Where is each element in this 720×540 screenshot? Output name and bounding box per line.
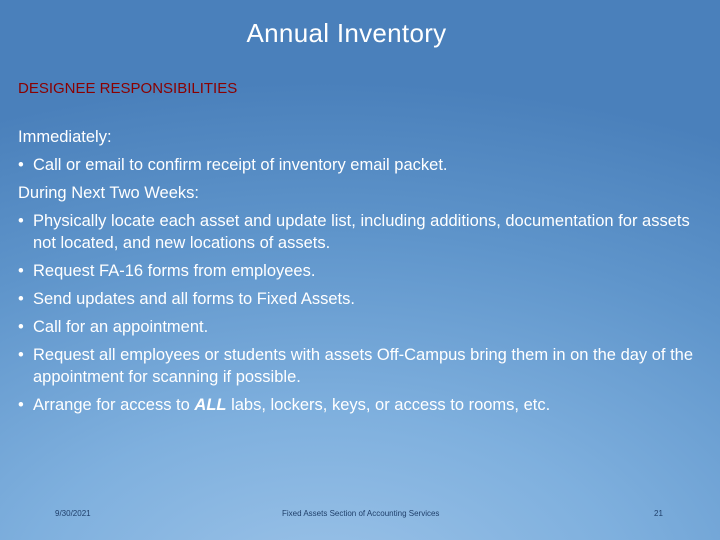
- bullet-icon: •: [18, 290, 24, 308]
- bullet-icon: •: [18, 318, 24, 336]
- list-item: [18, 344, 698, 388]
- list-item: [18, 210, 698, 254]
- bullet-icon: •: [18, 262, 24, 280]
- section-heading-immediately: Immediately:: [18, 128, 112, 146]
- slide-title: Annual Inventory: [246, 18, 447, 48]
- list-item-text: Send updates and all forms to Fixed Assets.: [33, 290, 355, 308]
- list-item-text-before: Arrange for access to: [33, 396, 195, 414]
- footer-date: 9/30/2021: [55, 509, 91, 518]
- list-item: [18, 316, 698, 338]
- bullet-icon: •: [18, 396, 24, 414]
- bullet-icon: •: [18, 346, 24, 364]
- list-item: [18, 288, 698, 310]
- list-item-text: Call for an appointment.: [33, 318, 209, 336]
- footer-text: Fixed Assets Section of Accounting Services: [282, 509, 440, 518]
- bullet-icon: •: [18, 156, 24, 174]
- list-item-text: Physically locate each asset and update list, including additions, documentation for assets not located, and new locations of assets.: [33, 212, 690, 252]
- list-item: [18, 154, 698, 176]
- slide-subtitle: DESIGNEE RESPONSIBILITIES: [18, 80, 238, 97]
- list-item-text-after: labs, lockers, keys, or access to rooms, etc.: [226, 396, 551, 414]
- slide-content: [18, 126, 698, 422]
- footer-page-number: 21: [654, 509, 663, 518]
- list-item-text: Call or email to confirm receipt of inventory email packet.: [33, 156, 448, 174]
- list-item-emphasis: ALL: [194, 396, 227, 414]
- list-item-text: Request all employees or students with assets Off-Campus bring them in on the day of the appointment for scanning if possible.: [33, 346, 694, 386]
- section-heading-two-weeks: During Next Two Weeks:: [18, 184, 199, 202]
- list-item: [18, 260, 698, 282]
- list-item: [18, 394, 698, 416]
- list-item-text: Request FA-16 forms from employees.: [33, 262, 316, 280]
- bullet-icon: •: [18, 212, 24, 230]
